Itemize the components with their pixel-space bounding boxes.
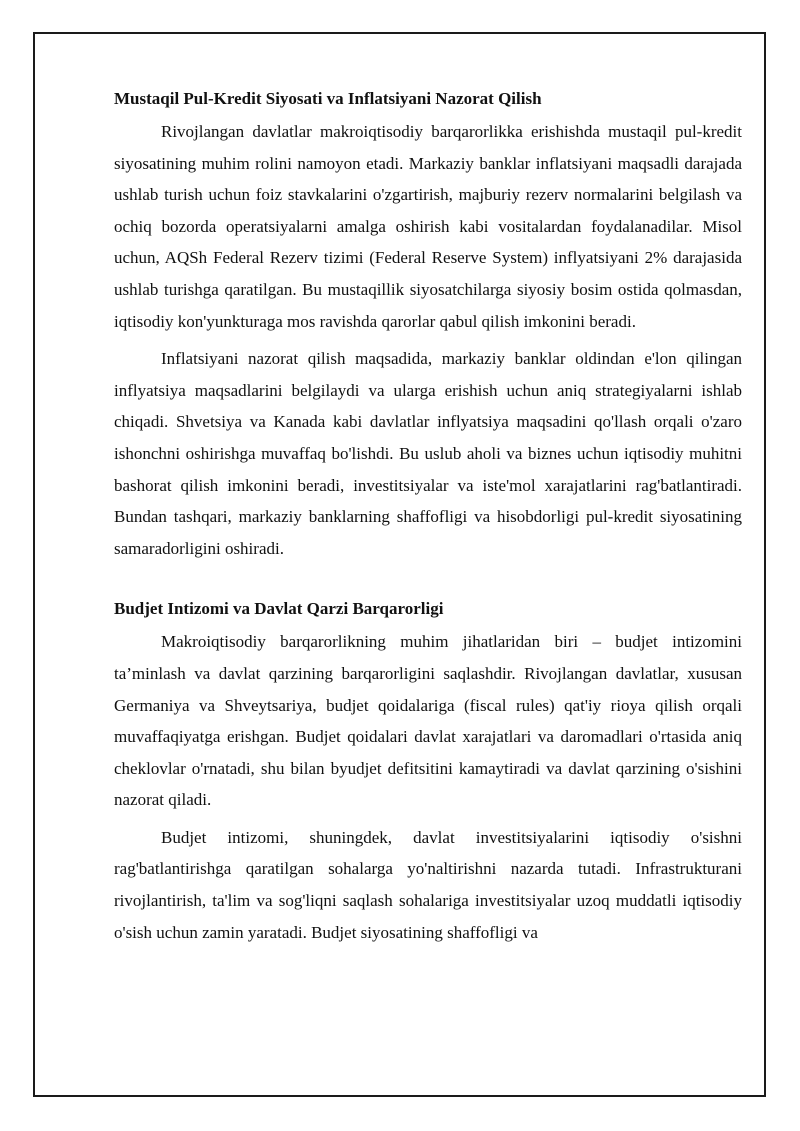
paragraph-monetary-policy-1: Rivojlangan davlatlar makroiqtisodiy barqarorlikka erishishda mustaqil pul-kredit siyosatining muhim rolini namoyon etadi. Markaziy banklar inflatsiyani maqsadli darajada ushlab turish uchun foiz stavkalarini o'zgartirish, majburiy rezerv normalarini belgilash va ochiq bozorda operatsiyalarni amalga oshirish kabi vositalardan foydalanadilar. Misol uchun, AQSh Federal Rezerv tizimi (Federal Reserve System) inflyatsiyani 2% darajasida ushlab turishga qaratilgan. Bu mustaqillik siyosatchilarga siyosiy bosim ostida qolmasdan, iqtisodiy kon'yunkturaga mos ravishda qarorlar qabul qilish imkonini beradi. xyxy=(114,122,742,331)
section-heading-budget-discipline: Budjet Intizomi va Davlat Qarzi Barqarorligi xyxy=(114,599,444,619)
paragraph-monetary-policy-2: Inflatsiyani nazorat qilish maqsadida, markaziy banklar oldindan e'lon qilingan inflyatsiya maqsadlarini belgilaydi va ularga erishish uchun aniq strategiyalarni ishlab chiqadi. Shvetsiya va Kanada kabi davlatlar inflyatsiya maqsadini qo'llash orqali o'zaro ishonchni oshirishga muvaffaq bo'lishdi. Bu uslub aholi va biznes uchun iqtisodiy muhitni bashorat qilish imkonini beradi, investitsiyalar va iste'mol xarajatlarini rag'batlantiradi. Bundan tashqari, markaziy banklarning shaffofligi va hisobdorligi pul-kredit siyosatining samaradorligini oshiradi. xyxy=(114,349,742,558)
paragraph-budget-discipline-2: Budjet intizomi, shuningdek, davlat investitsiyalarini iqtisodiy o'sishni rag'batlantirishga qaratilgan sohalarga yo'naltirishni nazarda tutadi. Infrastrukturani rivojlantirish, ta'lim va sog'liqni saqlash sohalariga investitsiyalar uzoq muddatli iqtisodiy o'sish uchun zamin yaratadi. Budjet siyosatining shaffofligi va xyxy=(114,827,742,942)
section-heading-monetary-policy: Mustaqil Pul-Kredit Siyosati va Inflatsiyani Nazorat Qilish xyxy=(114,89,542,108)
document-body xyxy=(114,84,742,954)
paragraph-budget-discipline-1: Makroiqtisodiy barqarorlikning muhim jihatlaridan biri – budjet intizomini ta’minlash va davlat qarzining barqarorligini saqlashdir. Rivojlangan davlatlar, xususan Germaniya va Shveytsariya, budjet qoidalariga (fiscal rules) qat'iy rioya qilish orqali muvaffaqiyatga erishgan. Budjet qoidalari davlat xarajatlari va daromadlari o'rtasida aniq cheklovlar o'rnatadi, shu bilan byudjet defitsitini kamaytiradi va davlat qarzining o'sishini nazorat qiladi. xyxy=(114,632,742,810)
